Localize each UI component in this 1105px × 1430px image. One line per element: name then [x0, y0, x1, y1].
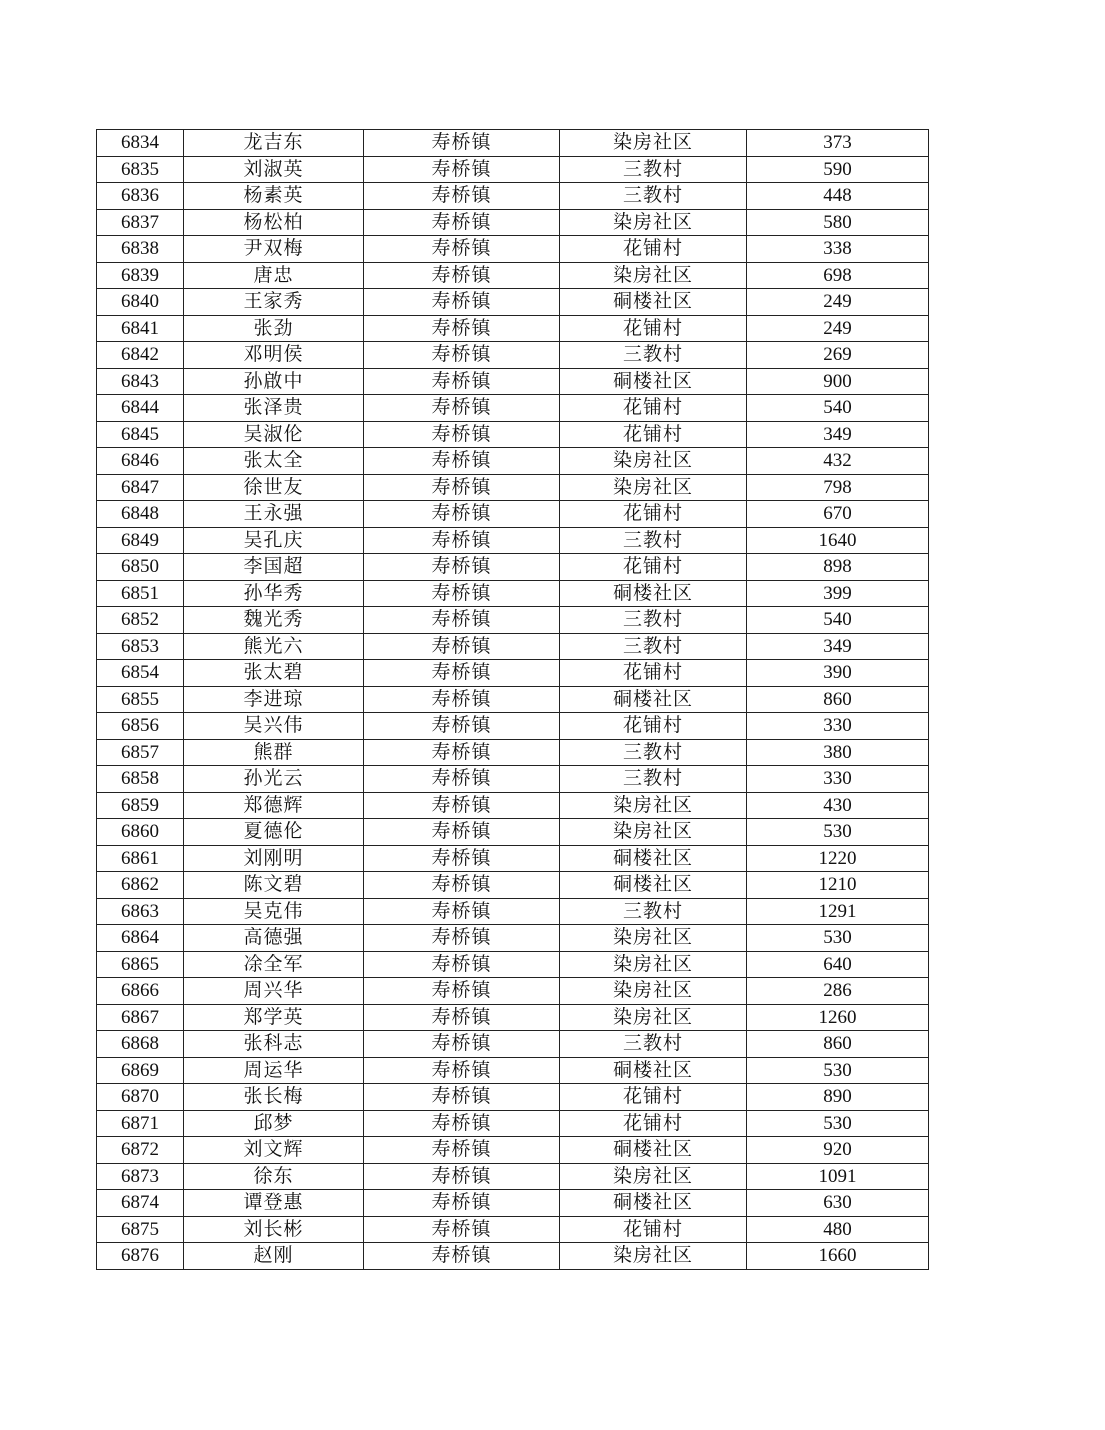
town-cell: 寿桥镇 — [364, 951, 560, 978]
row-number-cell: 6844 — [97, 395, 184, 422]
name-cell: 张太全 — [184, 448, 364, 475]
table-row — [97, 1163, 929, 1190]
name-cell: 王永强 — [184, 501, 364, 528]
table-row — [97, 474, 929, 501]
row-number-cell: 6855 — [97, 686, 184, 713]
name-cell: 尹双梅 — [184, 236, 364, 263]
village-cell: 硐楼社区 — [560, 289, 747, 316]
amount-cell: 530 — [747, 1057, 929, 1084]
amount-cell: 432 — [747, 448, 929, 475]
row-number-cell: 6870 — [97, 1084, 184, 1111]
row-number-cell: 6863 — [97, 898, 184, 925]
town-cell: 寿桥镇 — [364, 421, 560, 448]
amount-cell: 380 — [747, 739, 929, 766]
table-row — [97, 978, 929, 1005]
town-cell: 寿桥镇 — [364, 660, 560, 687]
town-cell: 寿桥镇 — [364, 1163, 560, 1190]
row-number-cell: 6857 — [97, 739, 184, 766]
table-row — [97, 315, 929, 342]
amount-cell: 898 — [747, 554, 929, 581]
table-row — [97, 1004, 929, 1031]
name-cell: 张泽贵 — [184, 395, 364, 422]
amount-cell: 349 — [747, 421, 929, 448]
row-number-cell: 6843 — [97, 368, 184, 395]
table-row — [97, 792, 929, 819]
table-row — [97, 395, 929, 422]
table-row — [97, 713, 929, 740]
town-cell: 寿桥镇 — [364, 872, 560, 899]
amount-cell: 249 — [747, 315, 929, 342]
row-number-cell: 6847 — [97, 474, 184, 501]
village-cell: 染房社区 — [560, 1163, 747, 1190]
table-row — [97, 898, 929, 925]
town-cell: 寿桥镇 — [364, 315, 560, 342]
amount-cell: 540 — [747, 395, 929, 422]
name-cell: 吴孔庆 — [184, 527, 364, 554]
town-cell: 寿桥镇 — [364, 395, 560, 422]
town-cell: 寿桥镇 — [364, 342, 560, 369]
table-row — [97, 501, 929, 528]
amount-cell: 1210 — [747, 872, 929, 899]
town-cell: 寿桥镇 — [364, 1216, 560, 1243]
table-row — [97, 236, 929, 263]
table-row — [97, 872, 929, 899]
town-cell: 寿桥镇 — [364, 978, 560, 1005]
village-cell: 染房社区 — [560, 792, 747, 819]
amount-cell: 590 — [747, 156, 929, 183]
village-cell: 硐楼社区 — [560, 1137, 747, 1164]
row-number-cell: 6871 — [97, 1110, 184, 1137]
name-cell: 李国超 — [184, 554, 364, 581]
village-cell: 花铺村 — [560, 421, 747, 448]
amount-cell: 1091 — [747, 1163, 929, 1190]
amount-cell: 860 — [747, 686, 929, 713]
table-row — [97, 262, 929, 289]
village-cell: 花铺村 — [560, 236, 747, 263]
town-cell: 寿桥镇 — [364, 130, 560, 157]
row-number-cell: 6873 — [97, 1163, 184, 1190]
town-cell: 寿桥镇 — [364, 1110, 560, 1137]
town-cell: 寿桥镇 — [364, 501, 560, 528]
amount-cell: 860 — [747, 1031, 929, 1058]
village-cell: 三教村 — [560, 156, 747, 183]
row-number-cell: 6835 — [97, 156, 184, 183]
table-row — [97, 580, 929, 607]
table-row — [97, 1190, 929, 1217]
amount-cell: 338 — [747, 236, 929, 263]
town-cell: 寿桥镇 — [364, 925, 560, 952]
name-cell: 王家秀 — [184, 289, 364, 316]
village-cell: 三教村 — [560, 633, 747, 660]
name-cell: 郑德辉 — [184, 792, 364, 819]
amount-cell: 399 — [747, 580, 929, 607]
town-cell: 寿桥镇 — [364, 156, 560, 183]
village-cell: 花铺村 — [560, 660, 747, 687]
amount-cell: 1291 — [747, 898, 929, 925]
name-cell: 徐东 — [184, 1163, 364, 1190]
table-row — [97, 289, 929, 316]
table-row — [97, 686, 929, 713]
table-row — [97, 209, 929, 236]
row-number-cell: 6854 — [97, 660, 184, 687]
amount-cell: 630 — [747, 1190, 929, 1217]
town-cell: 寿桥镇 — [364, 262, 560, 289]
town-cell: 寿桥镇 — [364, 898, 560, 925]
table-row — [97, 1216, 929, 1243]
amount-cell: 330 — [747, 766, 929, 793]
amount-cell: 530 — [747, 1110, 929, 1137]
village-cell: 三教村 — [560, 739, 747, 766]
table-row — [97, 1084, 929, 1111]
row-number-cell: 6839 — [97, 262, 184, 289]
amount-cell: 530 — [747, 819, 929, 846]
village-cell: 三教村 — [560, 527, 747, 554]
table-row — [97, 130, 929, 157]
village-cell: 硐楼社区 — [560, 1190, 747, 1217]
amount-cell: 530 — [747, 925, 929, 952]
row-number-cell: 6867 — [97, 1004, 184, 1031]
row-number-cell: 6850 — [97, 554, 184, 581]
row-number-cell: 6866 — [97, 978, 184, 1005]
row-number-cell: 6853 — [97, 633, 184, 660]
town-cell: 寿桥镇 — [364, 209, 560, 236]
row-number-cell: 6876 — [97, 1243, 184, 1270]
village-cell: 染房社区 — [560, 1243, 747, 1270]
village-cell: 染房社区 — [560, 209, 747, 236]
village-cell: 三教村 — [560, 766, 747, 793]
village-cell: 染房社区 — [560, 130, 747, 157]
table-row — [97, 342, 929, 369]
row-number-cell: 6862 — [97, 872, 184, 899]
name-cell: 周兴华 — [184, 978, 364, 1005]
table-row — [97, 845, 929, 872]
village-cell: 染房社区 — [560, 978, 747, 1005]
town-cell: 寿桥镇 — [364, 183, 560, 210]
row-number-cell: 6841 — [97, 315, 184, 342]
table-row — [97, 183, 929, 210]
town-cell: 寿桥镇 — [364, 739, 560, 766]
name-cell: 熊光六 — [184, 633, 364, 660]
name-cell: 张太碧 — [184, 660, 364, 687]
name-cell: 唐忠 — [184, 262, 364, 289]
name-cell: 徐世友 — [184, 474, 364, 501]
village-cell: 花铺村 — [560, 1216, 747, 1243]
town-cell: 寿桥镇 — [364, 527, 560, 554]
row-number-cell: 6852 — [97, 607, 184, 634]
name-cell: 吴克伟 — [184, 898, 364, 925]
village-cell: 三教村 — [560, 183, 747, 210]
village-cell: 三教村 — [560, 607, 747, 634]
name-cell: 吴淑伦 — [184, 421, 364, 448]
town-cell: 寿桥镇 — [364, 1057, 560, 1084]
town-cell: 寿桥镇 — [364, 1031, 560, 1058]
village-cell: 染房社区 — [560, 819, 747, 846]
name-cell: 高德强 — [184, 925, 364, 952]
name-cell: 孙光云 — [184, 766, 364, 793]
row-number-cell: 6851 — [97, 580, 184, 607]
amount-cell: 390 — [747, 660, 929, 687]
name-cell: 杨松柏 — [184, 209, 364, 236]
village-cell: 三教村 — [560, 1031, 747, 1058]
town-cell: 寿桥镇 — [364, 580, 560, 607]
name-cell: 孙华秀 — [184, 580, 364, 607]
row-number-cell: 6865 — [97, 951, 184, 978]
table-row — [97, 819, 929, 846]
row-number-cell: 6869 — [97, 1057, 184, 1084]
village-cell: 花铺村 — [560, 395, 747, 422]
name-cell: 张劲 — [184, 315, 364, 342]
village-cell: 染房社区 — [560, 474, 747, 501]
village-cell: 花铺村 — [560, 501, 747, 528]
amount-cell: 269 — [747, 342, 929, 369]
amount-cell: 249 — [747, 289, 929, 316]
village-cell: 花铺村 — [560, 554, 747, 581]
table-row — [97, 1243, 929, 1270]
table-row — [97, 607, 929, 634]
table-row — [97, 660, 929, 687]
table-row — [97, 448, 929, 475]
town-cell: 寿桥镇 — [364, 713, 560, 740]
town-cell: 寿桥镇 — [364, 792, 560, 819]
town-cell: 寿桥镇 — [364, 448, 560, 475]
table-row — [97, 1057, 929, 1084]
name-cell: 魏光秀 — [184, 607, 364, 634]
amount-cell: 1640 — [747, 527, 929, 554]
town-cell: 寿桥镇 — [364, 766, 560, 793]
village-cell: 三教村 — [560, 342, 747, 369]
row-number-cell: 6874 — [97, 1190, 184, 1217]
row-number-cell: 6861 — [97, 845, 184, 872]
name-cell: 张科志 — [184, 1031, 364, 1058]
village-cell: 染房社区 — [560, 1004, 747, 1031]
row-number-cell: 6845 — [97, 421, 184, 448]
table-row — [97, 156, 929, 183]
row-number-cell: 6840 — [97, 289, 184, 316]
name-cell: 张长梅 — [184, 1084, 364, 1111]
amount-cell: 1260 — [747, 1004, 929, 1031]
table-row — [97, 1110, 929, 1137]
name-cell: 邱梦 — [184, 1110, 364, 1137]
name-cell: 李进琼 — [184, 686, 364, 713]
name-cell: 杨素英 — [184, 183, 364, 210]
village-cell: 花铺村 — [560, 713, 747, 740]
name-cell: 凃全军 — [184, 951, 364, 978]
table-row — [97, 925, 929, 952]
amount-cell: 890 — [747, 1084, 929, 1111]
town-cell: 寿桥镇 — [364, 1243, 560, 1270]
row-number-cell: 6872 — [97, 1137, 184, 1164]
village-cell: 花铺村 — [560, 1110, 747, 1137]
table-row — [97, 421, 929, 448]
row-number-cell: 6856 — [97, 713, 184, 740]
town-cell: 寿桥镇 — [364, 474, 560, 501]
town-cell: 寿桥镇 — [364, 289, 560, 316]
town-cell: 寿桥镇 — [364, 1137, 560, 1164]
amount-cell: 330 — [747, 713, 929, 740]
name-cell: 刘刚明 — [184, 845, 364, 872]
name-cell: 刘文辉 — [184, 1137, 364, 1164]
row-number-cell: 6838 — [97, 236, 184, 263]
row-number-cell: 6846 — [97, 448, 184, 475]
village-cell: 染房社区 — [560, 262, 747, 289]
town-cell: 寿桥镇 — [364, 633, 560, 660]
amount-cell: 373 — [747, 130, 929, 157]
table-row — [97, 633, 929, 660]
village-cell: 三教村 — [560, 898, 747, 925]
table-row — [97, 527, 929, 554]
name-cell: 吴兴伟 — [184, 713, 364, 740]
amount-cell: 540 — [747, 607, 929, 634]
town-cell: 寿桥镇 — [364, 1084, 560, 1111]
town-cell: 寿桥镇 — [364, 236, 560, 263]
town-cell: 寿桥镇 — [364, 368, 560, 395]
amount-cell: 698 — [747, 262, 929, 289]
amount-cell: 670 — [747, 501, 929, 528]
village-cell: 硐楼社区 — [560, 580, 747, 607]
name-cell: 夏德伦 — [184, 819, 364, 846]
name-cell: 赵刚 — [184, 1243, 364, 1270]
town-cell: 寿桥镇 — [364, 819, 560, 846]
name-cell: 孙啟中 — [184, 368, 364, 395]
name-cell: 周运华 — [184, 1057, 364, 1084]
row-number-cell: 6859 — [97, 792, 184, 819]
name-cell: 郑学英 — [184, 1004, 364, 1031]
village-cell: 染房社区 — [560, 925, 747, 952]
name-cell: 陈文碧 — [184, 872, 364, 899]
amount-cell: 480 — [747, 1216, 929, 1243]
roster-table — [96, 129, 929, 1270]
amount-cell: 798 — [747, 474, 929, 501]
village-cell: 硐楼社区 — [560, 872, 747, 899]
row-number-cell: 6875 — [97, 1216, 184, 1243]
table-row — [97, 766, 929, 793]
town-cell: 寿桥镇 — [364, 1190, 560, 1217]
town-cell: 寿桥镇 — [364, 1004, 560, 1031]
village-cell: 花铺村 — [560, 1084, 747, 1111]
village-cell: 硐楼社区 — [560, 368, 747, 395]
town-cell: 寿桥镇 — [364, 607, 560, 634]
amount-cell: 430 — [747, 792, 929, 819]
name-cell: 谭登惠 — [184, 1190, 364, 1217]
table-row — [97, 1137, 929, 1164]
amount-cell: 640 — [747, 951, 929, 978]
row-number-cell: 6834 — [97, 130, 184, 157]
name-cell: 熊群 — [184, 739, 364, 766]
row-number-cell: 6860 — [97, 819, 184, 846]
table-row — [97, 368, 929, 395]
row-number-cell: 6858 — [97, 766, 184, 793]
town-cell: 寿桥镇 — [364, 686, 560, 713]
row-number-cell: 6842 — [97, 342, 184, 369]
amount-cell: 349 — [747, 633, 929, 660]
table-row — [97, 1031, 929, 1058]
name-cell: 龙吉东 — [184, 130, 364, 157]
name-cell: 邓明侯 — [184, 342, 364, 369]
amount-cell: 1220 — [747, 845, 929, 872]
amount-cell: 286 — [747, 978, 929, 1005]
amount-cell: 1660 — [747, 1243, 929, 1270]
amount-cell: 900 — [747, 368, 929, 395]
village-cell: 染房社区 — [560, 951, 747, 978]
village-cell: 花铺村 — [560, 315, 747, 342]
row-number-cell: 6836 — [97, 183, 184, 210]
table-row — [97, 951, 929, 978]
table-row — [97, 739, 929, 766]
town-cell: 寿桥镇 — [364, 845, 560, 872]
village-cell: 染房社区 — [560, 448, 747, 475]
row-number-cell: 6849 — [97, 527, 184, 554]
row-number-cell: 6837 — [97, 209, 184, 236]
amount-cell: 920 — [747, 1137, 929, 1164]
amount-cell: 448 — [747, 183, 929, 210]
village-cell: 硐楼社区 — [560, 845, 747, 872]
row-number-cell: 6848 — [97, 501, 184, 528]
table-row — [97, 554, 929, 581]
amount-cell: 580 — [747, 209, 929, 236]
town-cell: 寿桥镇 — [364, 554, 560, 581]
village-cell: 硐楼社区 — [560, 1057, 747, 1084]
row-number-cell: 6868 — [97, 1031, 184, 1058]
roster-table-body — [97, 130, 929, 1270]
name-cell: 刘长彬 — [184, 1216, 364, 1243]
row-number-cell: 6864 — [97, 925, 184, 952]
village-cell: 硐楼社区 — [560, 686, 747, 713]
name-cell: 刘淑英 — [184, 156, 364, 183]
